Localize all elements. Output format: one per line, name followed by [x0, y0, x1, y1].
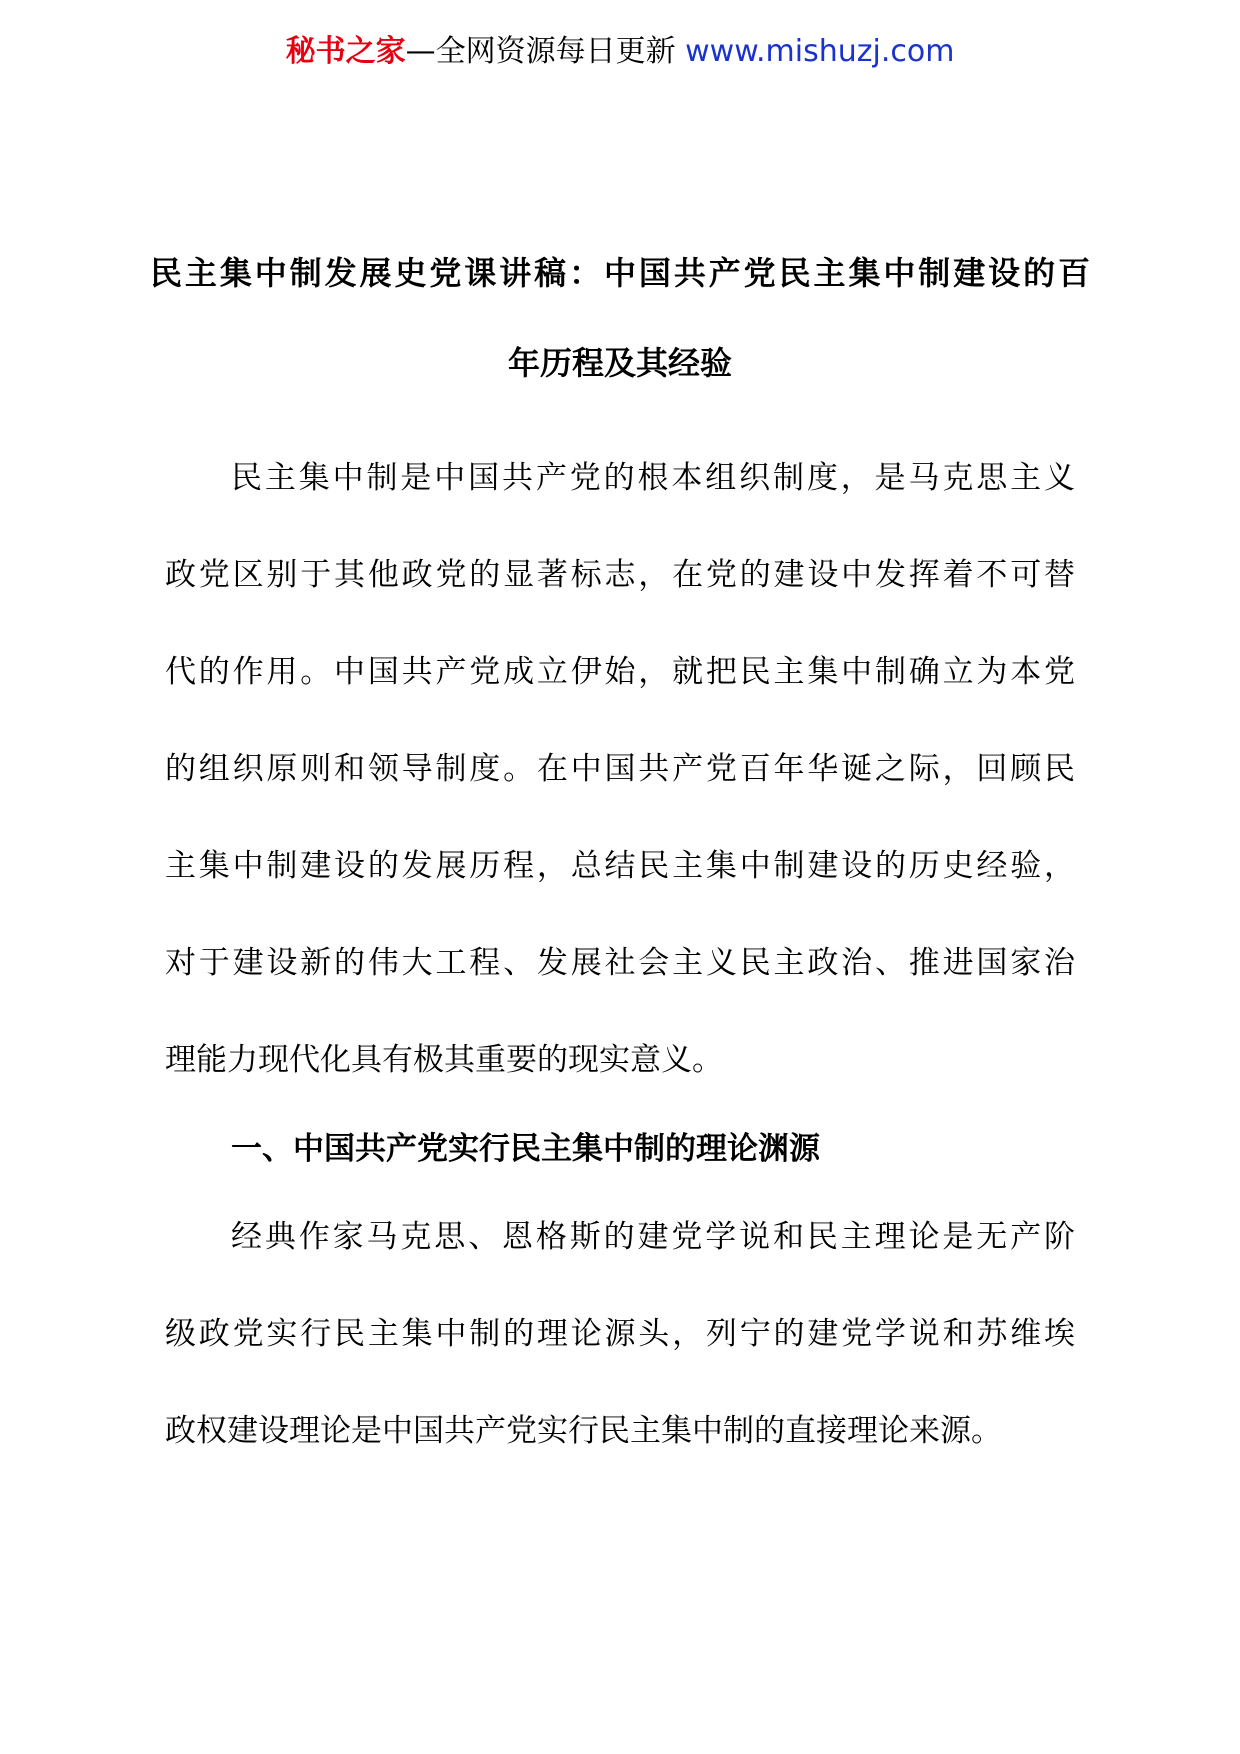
paragraph-line: 主集中制建设的发展历程，总结民主集中制建设的历史经验， [165, 848, 1075, 884]
site-tagline: —全网资源每日更新 [405, 34, 676, 69]
paragraph-intro [165, 430, 1075, 1480]
paragraph-line: 对于建设新的伟大工程、发展社会主义民主政治、推进国家治 [165, 945, 1075, 981]
title-line-1: 民主集中制发展史党课讲稿：中国共产党民主集中制建设的百 [150, 254, 1090, 292]
paragraph-line: 的组织原则和领导制度。在中国共产党百年华诞之际，回顾民 [165, 751, 1075, 787]
paragraph-line: 代的作用。中国共产党成立伊始，就把民主集中制确立为本党 [165, 654, 1075, 690]
paragraph-line: 政党区别于其他政党的显著标志，在党的建设中发挥着不可替 [165, 557, 1075, 593]
title-line-2: 年历程及其经验 [507, 344, 732, 382]
paragraph-line: 政权建设理论是中国共产党实行民主集中制的直接理论来源。 [165, 1413, 1002, 1449]
paragraph-line: 经典作家马克思、恩格斯的建党学说和民主理论是无产阶 [231, 1219, 1075, 1255]
paragraph-line: 级政党实行民主集中制的理论源头，列宁的建党学说和苏维埃 [165, 1316, 1075, 1352]
site-url-link[interactable]: www.mishuzj.com [685, 34, 955, 69]
section-heading: 一、中国共产党实行民主集中制的理论渊源 [231, 1131, 820, 1167]
paragraph-line: 民主集中制是中国共产党的根本组织制度，是马克思主义 [231, 460, 1075, 496]
site-brand: 秘书之家 [285, 34, 406, 69]
site-header [0, 30, 1240, 74]
document-title [150, 228, 1090, 408]
paragraph-line: 理能力现代化具有极其重要的现实意义。 [165, 1042, 723, 1078]
